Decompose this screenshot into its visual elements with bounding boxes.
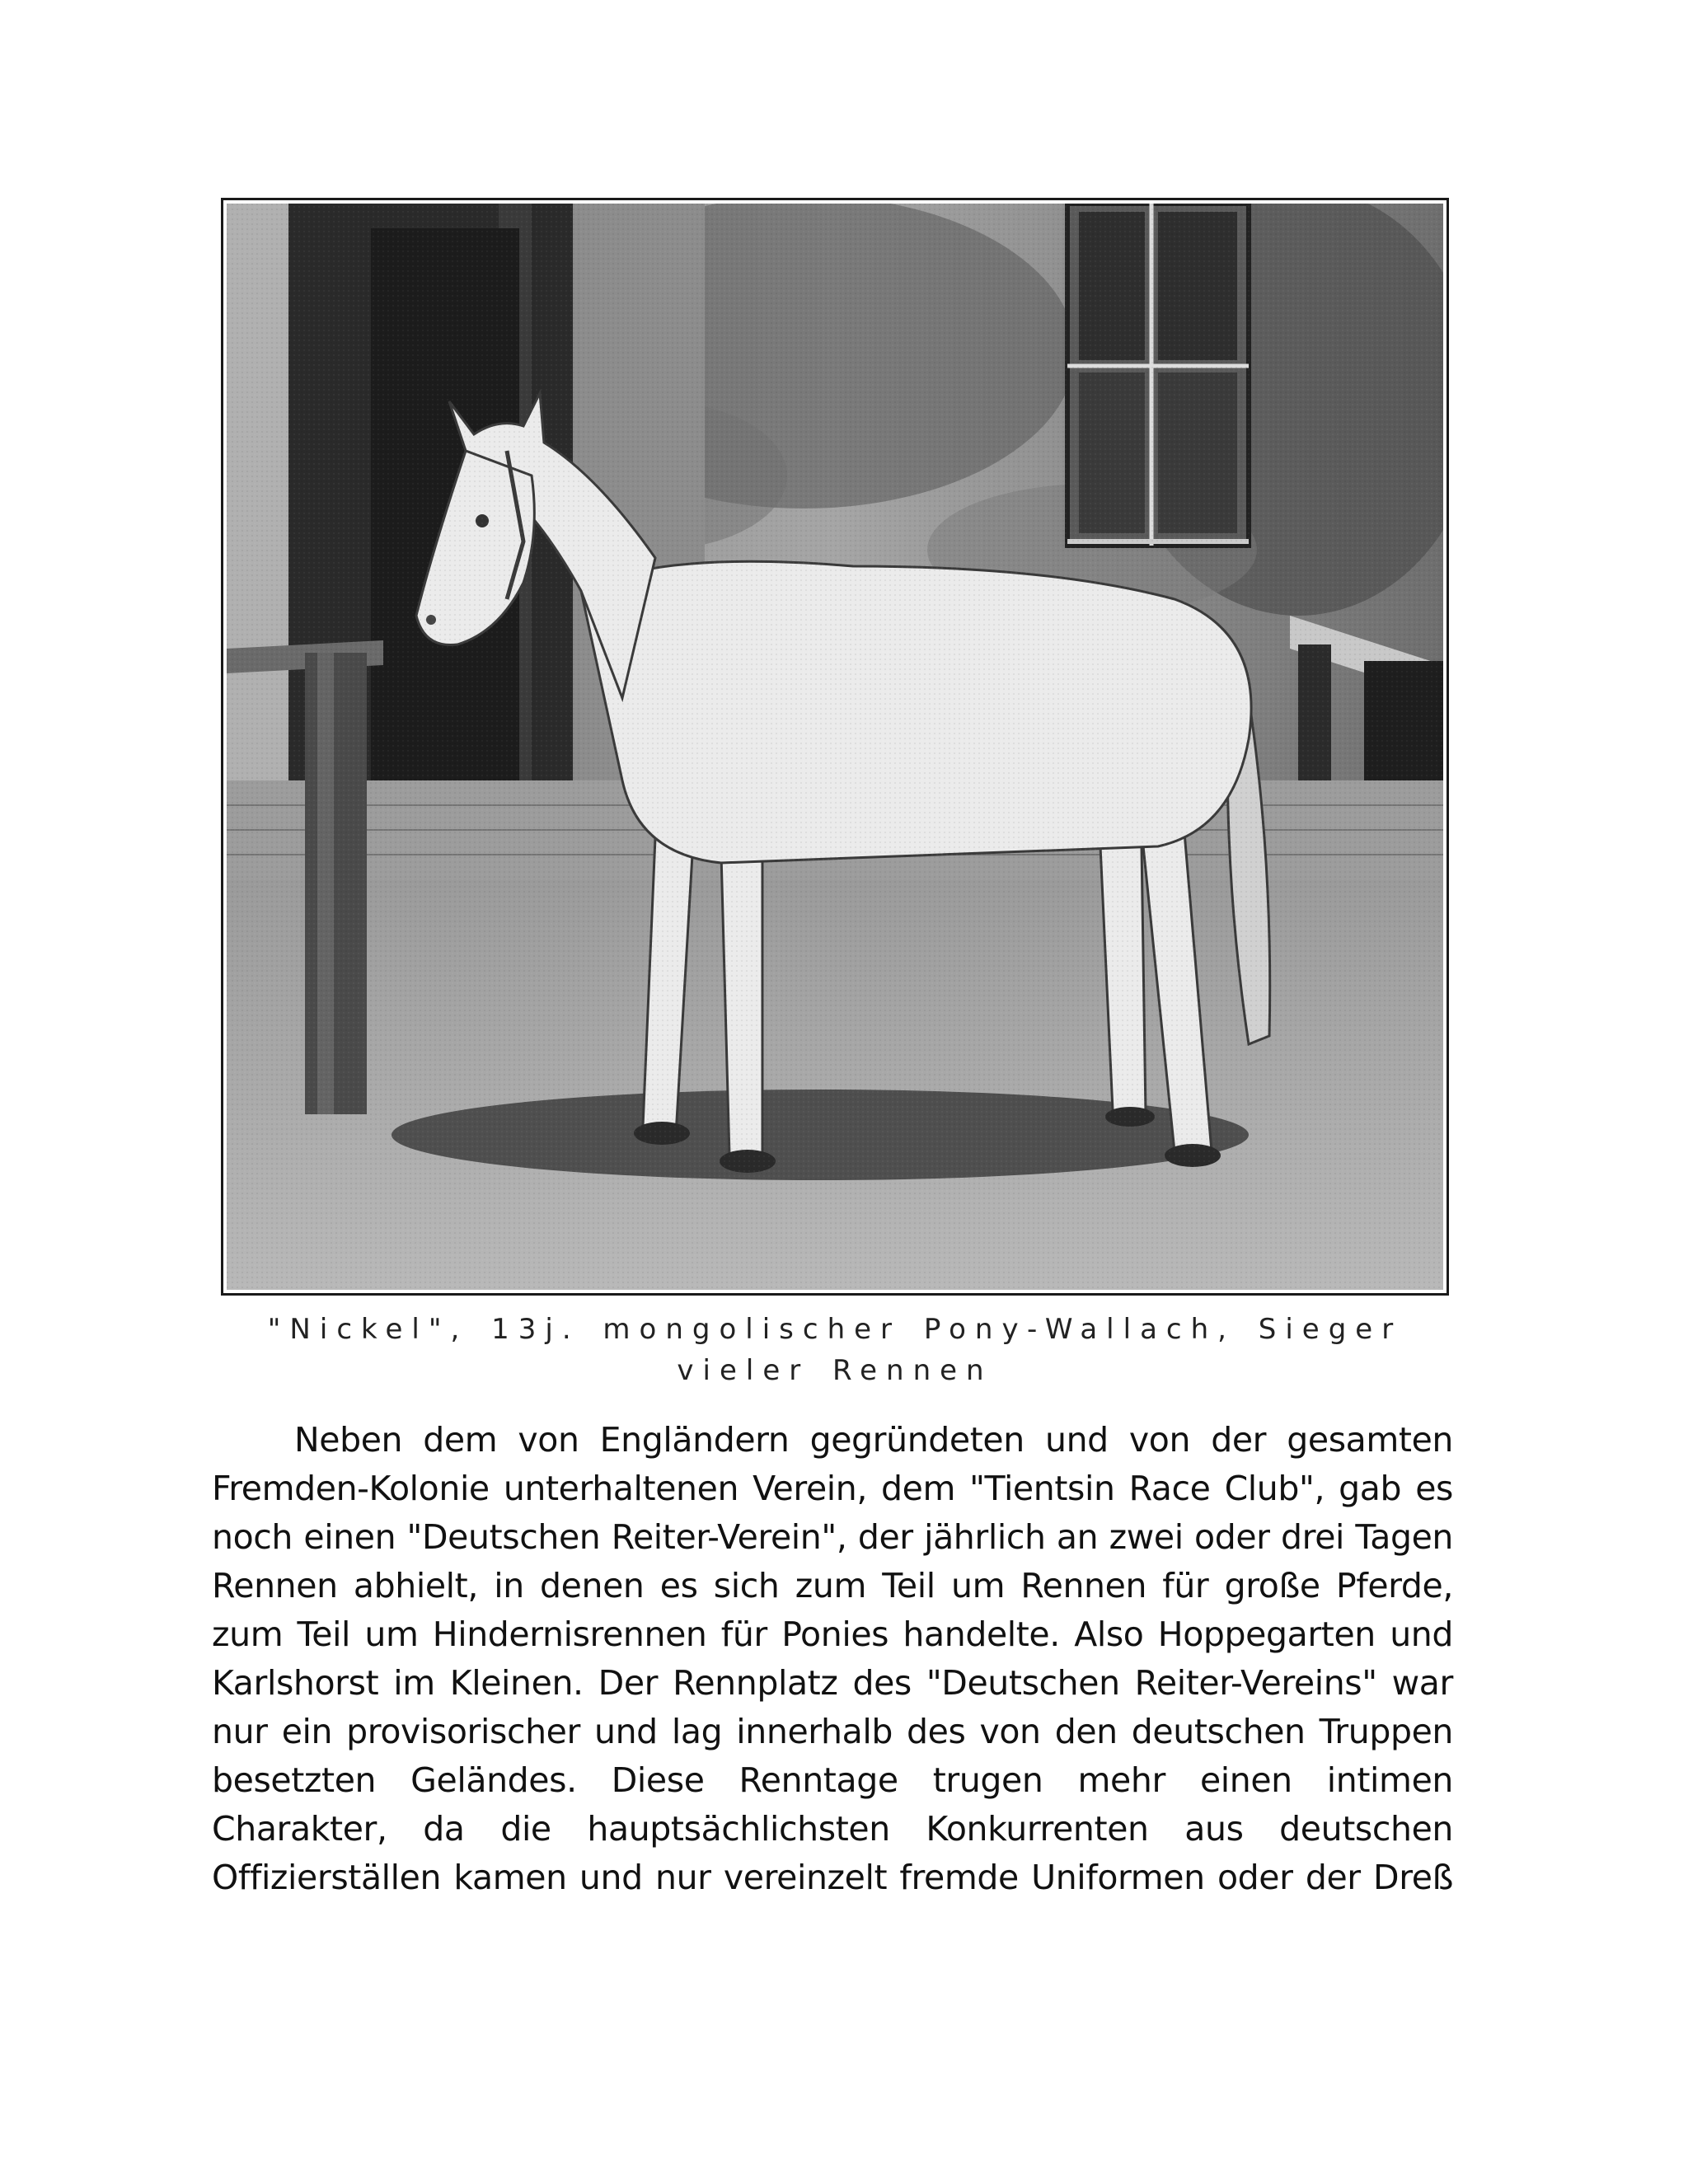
horse-photo-icon bbox=[227, 204, 1443, 1290]
horse-photograph bbox=[221, 198, 1449, 1296]
figure-caption: "Nickel", 13j. mongolischer Pony-Wallach, Sieger vieler Rennen bbox=[267, 1313, 1403, 1387]
body-paragraph: Neben dem von Engländern gegründeten und von der gesamten Fremden-Kolonie unterhaltenen Verein, dem "Tientsin Race Club", gab es noch einen "Deutschen Reiter-Verein", der jährlich an zwei oder drei Tagen Rennen abhielt, in denen es sich zum Teil um Rennen für große Pferde, zum Teil um Hindernisrennen für Ponies handelte. Also Hoppegarten und Karlshorst im Kleinen. Der Rennplatz des "Deutschen Reiter-Vereins" war nur ein provisorischer und lag innerhalb des von den deutschen Truppen besetzten Geländes. Diese Renntage trugen mehr einen intimen Charakter, da die hauptsächlichsten Konkurrenten aus deutschen Offizierställen kamen und nur vereinzelt fremde Uniformen oder der Dreß bbox=[212, 1420, 1453, 1897]
